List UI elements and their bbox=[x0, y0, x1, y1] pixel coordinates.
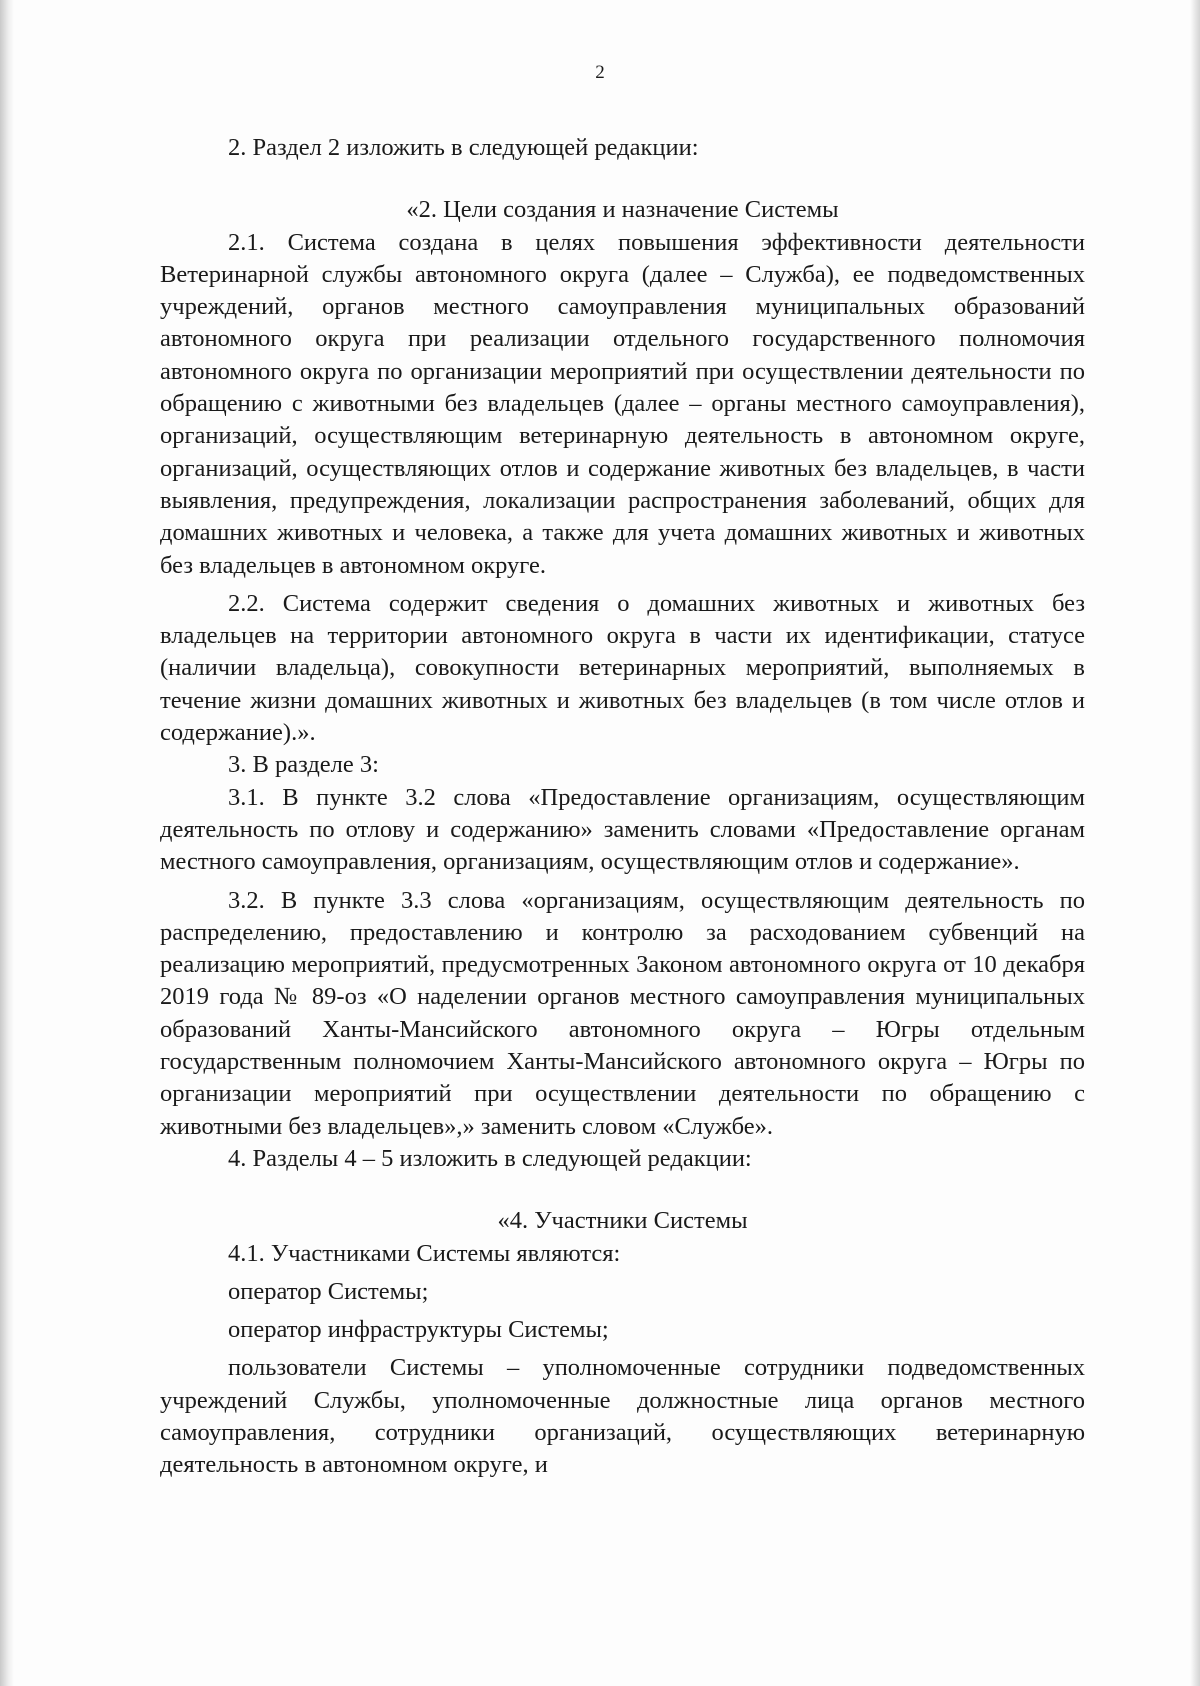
scan-edge-left bbox=[0, 0, 14, 1686]
paragraph-section-2-intro: 2. Раздел 2 изложить в следующей редакции: bbox=[228, 134, 699, 161]
page-number: 2 bbox=[595, 62, 605, 83]
heading-section-2: «2. Цели создания и назначение Системы bbox=[406, 196, 839, 224]
paragraph-3-1: 3.1. В пункте 3.2 слова «Предоставление организациям, осуществляющим деятельность по отлову и содержанию» заменить словами «Предоставление органам местного самоуправления, организациям, осуществляющим отлов и содержание». bbox=[160, 783, 1085, 876]
paragraph-4-1-infra-operator: оператор инфраструктуры Системы; bbox=[228, 1316, 609, 1344]
paragraph-section-3-intro: 3. В разделе 3: bbox=[228, 751, 379, 779]
paragraph-2-2: 2.2. Система содержит сведения о домашних животных и животных без владельцев на территории автономного округа в части их идентификации, статусе (наличии владельца), совокупности ветеринарных мероприятий, выполняемых в течение жизни домашних животных и животных без владельцев (в том числе отлов и содержание).». bbox=[160, 589, 1085, 747]
paragraph-3-2: 3.2. В пункте 3.3 слова «организациям, осуществляющим деятельность по распределению, предоставлению и контролю за расходованием субвенций на реализацию мероприятий, предусмотренных Законом автономного округа от 10 декабря 2019 года № 89-оз «О наделении органов местного самоуправления муниципальных образований Ханты-Мансийского автономного округа – Югры отдельным государственным полномочием Ханты-Мансийского автономного округа – Югры по организации мероприятий при осуществлении деятельности по обращению с животными без владельцев»,» заменить словом «Службе». bbox=[160, 886, 1085, 1140]
paragraph-4-1: 4.1. Участниками Системы являются: bbox=[228, 1239, 621, 1267]
document-body bbox=[160, 132, 1085, 1482]
heading-section-4: «4. Участники Системы bbox=[497, 1207, 748, 1235]
paragraph-4-1-operator: оператор Системы; bbox=[228, 1277, 429, 1305]
paragraph-4-1-users: пользователи Системы – уполномоченные сотрудники подведомственных учреждений Службы, уполномоченные должностные лица органов местного самоуправления, сотрудники организаций, осуществляющих ветеринарную деятельность в автономном округе, и bbox=[160, 1354, 1085, 1479]
paragraph-section-4-intro: 4. Разделы 4 – 5 изложить в следующей редакции: bbox=[228, 1144, 752, 1172]
scan-edge-right bbox=[1190, 0, 1200, 1686]
paragraph-2-1: 2.1. Система создана в целях повышения эффективности деятельности Ветеринарной службы автономного округа (далее – Служба), ее подведомственных учреждений, органов местного самоуправления муниципальных образований автономного округа при реализации отдельного государственного полномочия автономного округа по организации мероприятий при осуществлении деятельности по обращению с животными без владельцев (далее – органы местного самоуправления), организаций, осуществляющим ветеринарную деятельность в автономном округе, организаций, осуществляющих отлов и содержание животных без владельцев, в части выявления, предупреждения, локализации распространения заболеваний, общих для домашних животных и человека, а также для учета домашних животных и животных без владельцев в автономном округе. bbox=[160, 228, 1085, 579]
